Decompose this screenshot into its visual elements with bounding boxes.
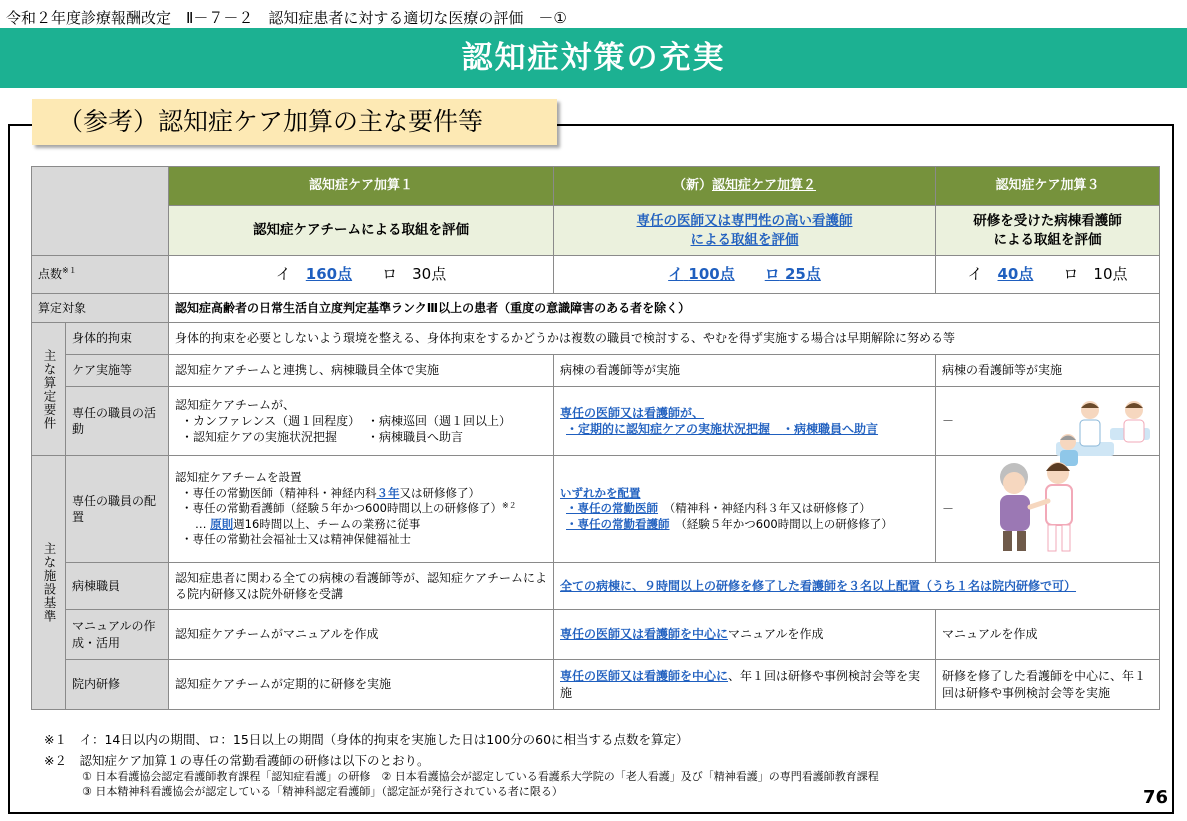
manual-kasan2: 専任の医師又は看護師を中心にマニュアルを作成 [554, 610, 936, 660]
row-label-activity: 専任の職員の活動 [66, 387, 169, 456]
activity-kasan1: 認知症ケアチームが、 ・カンファレンス（週１回程度） ・病棟巡回（週１回以上） ・認知症ケアの実施状況把握 ・病棟職員へ助言 [169, 387, 554, 456]
revision-heading: 令和２年度診療報酬改定 Ⅱ－７－２ 認知症患者に対する適切な医療の評価 －① [6, 9, 567, 27]
points-kasan1: イ 160点 ロ 30点 [169, 256, 554, 294]
row-label-care: ケア実施等 [66, 355, 169, 387]
restraint-text: 身体的拘束を必要としないよう環境を整える、身体拘束をするかどうかは複数の職員で検討する、やむを得ず実施する場合は早期解除に努める等 [169, 323, 1160, 355]
nurse-with-elderly-illustration [988, 455, 1086, 555]
ward-staff-kasan1: 認知症患者に関わる全ての病棟の看護師等が、認知症ケアチームによる院内研修又は院外研修を受講 [169, 563, 554, 610]
staffing-kasan3: － [936, 456, 1160, 563]
subheader-kasan1: 認知症ケアチームによる取組を評価 [169, 206, 554, 256]
row-label-training: 院内研修 [66, 660, 169, 710]
col-header-kasan3: 認知症ケア加算３ [936, 167, 1160, 206]
training-kasan3: 研修を修了した看護師を中心に、年１回は研修や事例検討会等を実施 [936, 660, 1160, 710]
care-kasan2: 病棟の看護師等が実施 [554, 355, 936, 387]
care-kasan1: 認知症ケアチームと連携し、病棟職員全体で実施 [169, 355, 554, 387]
page-title-banner: 認知症対策の充実 [0, 28, 1187, 88]
subheader-kasan2: 専任の医師又は専門性の高い看護師 による取組を評価 [554, 206, 936, 256]
activity-kasan3: － [936, 387, 1160, 456]
row-label-points: 点数$^{※1}$ [32, 256, 169, 294]
subheader-kasan3: 研修を受けた病棟看護師 による取組を評価 [936, 206, 1160, 256]
page-number: 76 [1143, 787, 1169, 808]
col-header-kasan2: （新）認知症ケア加算２ [554, 167, 936, 206]
training-kasan1: 認知症ケアチームが定期的に研修を実施 [169, 660, 554, 710]
ward-staff-kasan2-3: 全ての病棟に、９時間以上の研修を修了した看護師を３名以上配置（うち１名は院内研修で可） [554, 563, 1160, 610]
staffing-kasan1: 認知症ケアチームを設置 ・専任の常勤医師（精神科・神経内科３年又は研修修了） ・専任の常勤看護師（経験５年かつ600時間以上の研修修了）$^{※2}$ … 原則週16時間以上、チームの業務に従事 ・専任の常勤社会福祉士又は精神保健福祉士 [169, 456, 554, 563]
row-label-restraint: 身体的拘束 [66, 323, 169, 355]
care-kasan3: 病棟の看護師等が実施 [936, 355, 1160, 387]
table-corner [32, 167, 169, 256]
row-label-manual: マニュアルの作成・活用 [66, 610, 169, 660]
section-title: （参考）認知症ケア加算の主な要件等 [32, 99, 557, 145]
footnote-1: ※１ イ：14日以内の期間、ロ：15日以上の期間（身体的拘束を実施した日は100分の60に相当する点数を算定） [44, 732, 689, 747]
group-label-calculation: 主な算定要件 [32, 323, 66, 456]
row-label-target: 算定対象 [32, 294, 169, 323]
manual-kasan1: 認知症ケアチームがマニュアルを作成 [169, 610, 554, 660]
manual-kasan3: マニュアルを作成 [936, 610, 1160, 660]
points-kasan3: イ 40点 ロ 10点 [936, 256, 1160, 294]
staffing-kasan2: いずれかを配置 ・専任の常勤医師 （精神科・神経内科３年又は研修修了） ・専任の常勤看護師 （経験５年かつ600時間以上の研修修了） [554, 456, 936, 563]
row-label-staffing: 専任の職員の配置 [66, 456, 169, 563]
target-text: 認知症高齢者の日常生活自立度判定基準ランクⅢ以上の患者（重度の意識障害のある者を除く） [169, 294, 1160, 323]
requirements-table [31, 166, 1160, 710]
footnote-2: ※２ 認知症ケア加算１の専任の常勤看護師の研修は以下のとおり。 [44, 753, 430, 768]
row-label-ward-staff: 病棟職員 [66, 563, 169, 610]
activity-kasan2: 専任の医師又は看護師が、 ・定期的に認知症ケアの実施状況把握 ・病棟職員へ助言 [554, 387, 936, 456]
footnote-2-item-1: ① 日本看護協会認定看護師教育課程「認知症看護」の研修 ② 日本看護協会が認定している看護系大学院の「老人看護」及び「精神看護」の専門看護師教育課程 [82, 770, 879, 783]
col-header-kasan1: 認知症ケア加算１ [169, 167, 554, 206]
group-label-facility: 主な施設基準 [32, 456, 66, 710]
points-kasan2: イ 100点 ロ 25点 [554, 256, 936, 294]
training-kasan2: 専任の医師又は看護師を中心に、年１回は研修や事例検討会等を実施 [554, 660, 936, 710]
footnote-2-item-2: ③ 日本精神科看護協会が認定している「精神科認定看護師」（認定証が発行されている者に限る） [82, 785, 563, 798]
